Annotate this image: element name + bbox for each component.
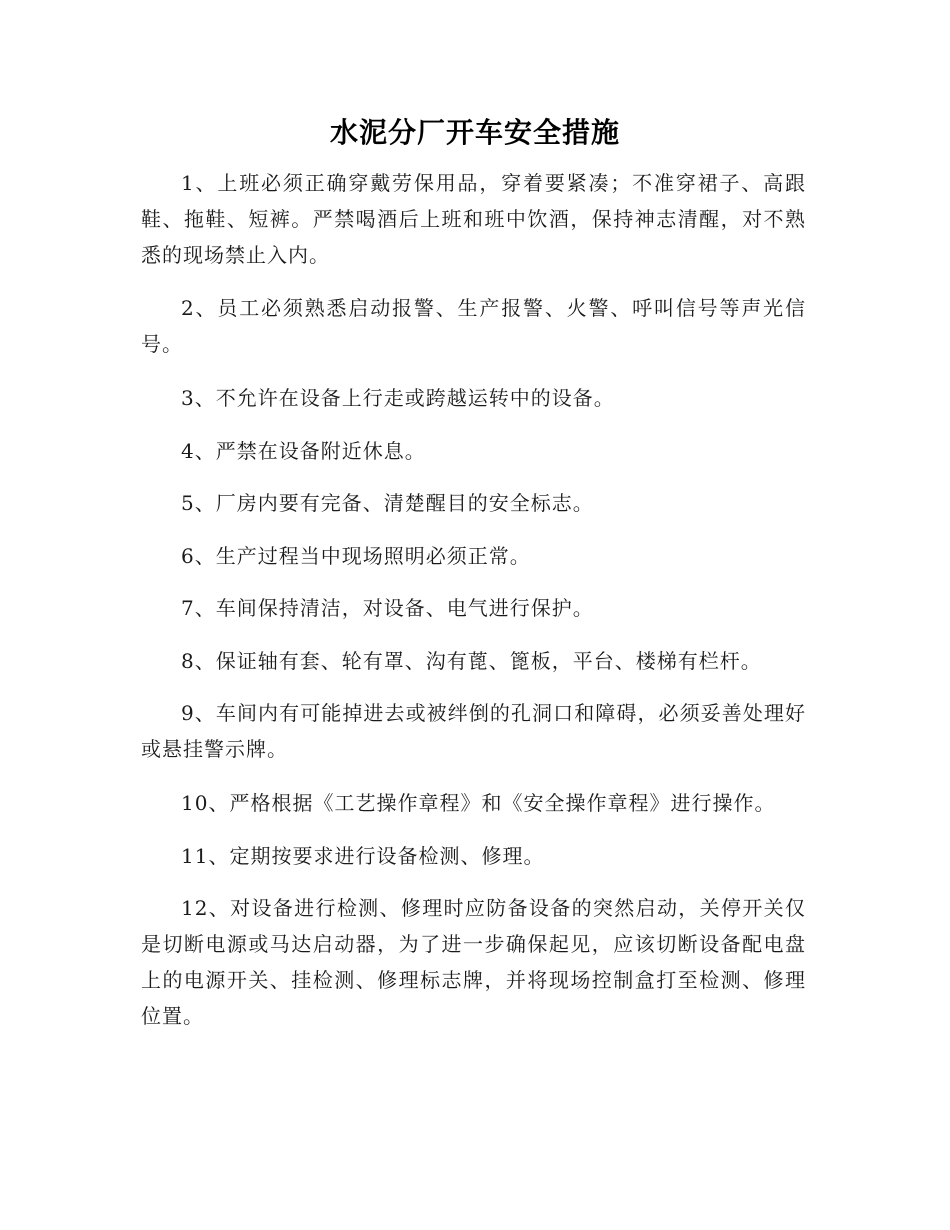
safety-item-10: 10、严格根据《工艺操作章程》和《安全操作章程》进行操作。 bbox=[181, 791, 776, 815]
safety-item-8: 8、保证轴有套、轮有罩、沟有蓖、篦板，平台、楼梯有栏杆。 bbox=[181, 649, 762, 673]
safety-item-4: 4、严禁在设备附近休息。 bbox=[181, 439, 426, 463]
safety-item-3: 3、不允许在设备上行走或跨越运转中的设备。 bbox=[181, 386, 615, 410]
safety-item-5: 5、厂房内要有完备、清楚醒目的安全标志。 bbox=[181, 491, 594, 515]
safety-item-1: 1、上班必须正确穿戴劳保用品，穿着要紧凑；不准穿裙子、高跟鞋、拖鞋、短裤。严禁喝酒后上班和班中饮酒，保持神志清醒，对不熟悉的现场禁止入内。 bbox=[141, 171, 806, 267]
safety-item-12: 12、对设备进行检测、修理时应防备设备的突然启动，关停开关仅是切断电源或马达启动器，为了进一步确保起见，应该切断设备配电盘上的电源开关、挂检测、修理标志牌，并将现场控制盒打至检测、修理位置。 bbox=[141, 896, 806, 1028]
safety-item-2: 2、员工必须熟悉启动报警、生产报警、火警、呼叫信号等声光信号。 bbox=[141, 296, 806, 356]
safety-item-7: 7、车间保持清洁，对设备、电气进行保护。 bbox=[181, 596, 594, 620]
safety-item-11: 11、定期按要求进行设备检测、修理。 bbox=[181, 844, 545, 868]
safety-item-6: 6、生产过程当中现场照明必须正常。 bbox=[181, 544, 531, 568]
safety-item-9: 9、车间内有可能掉进去或被绊倒的孔洞口和障碍，必须妥善处理好或悬挂警示牌。 bbox=[141, 701, 806, 761]
document-title: 水泥分厂开车安全措施 bbox=[329, 116, 620, 149]
